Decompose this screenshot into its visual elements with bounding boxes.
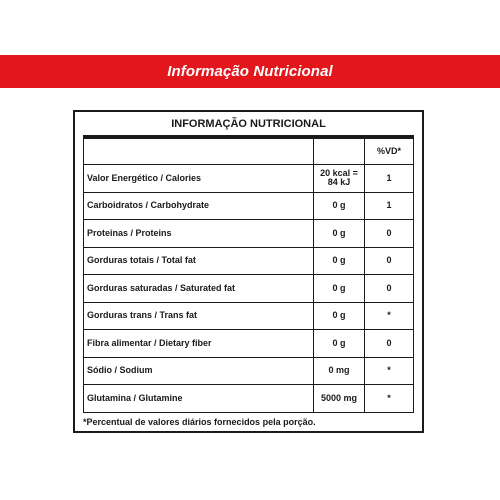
nutrient-name: Carboidratos / Carbohydrate (84, 192, 314, 220)
nutrient-quantity: 0 g (314, 192, 365, 220)
nutrient-quantity: 0 g (314, 220, 365, 248)
table-row (84, 247, 414, 275)
header-cell-vd: %VD* (365, 139, 414, 165)
quantity-line-1: 20 kcal = (320, 167, 358, 178)
nutrient-quantity: 0 g (314, 330, 365, 358)
nutrient-name: Gorduras trans / Trans fat (84, 302, 314, 330)
nutrient-vd: 0 (365, 275, 414, 303)
header-banner (0, 55, 500, 88)
header-cell-name (84, 139, 314, 165)
nutrient-name: Glutamina / Glutamine (84, 385, 314, 413)
nutrient-name: Gorduras saturadas / Saturated fat (84, 275, 314, 303)
nutrient-quantity: 0 g (314, 275, 365, 303)
table-row (84, 165, 414, 193)
table-row (84, 220, 414, 248)
table-row (84, 275, 414, 303)
footnote: *Percentual de valores diários fornecidos pela porção. (83, 416, 316, 427)
nutrient-vd: 1 (365, 165, 414, 193)
nutrient-name: Gorduras totais / Total fat (84, 247, 314, 275)
nutrient-vd: 0 (365, 330, 414, 358)
table-header-row (84, 139, 414, 165)
label-heading: INFORMAÇÃO NUTRICIONAL (171, 117, 326, 130)
nutrient-vd: * (365, 302, 414, 330)
nutrient-vd: 0 (365, 247, 414, 275)
nutrient-name: Fibra alimentar / Dietary fiber (84, 330, 314, 358)
quantity-line-2: 84 kJ (327, 177, 351, 188)
nutrient-quantity: 5000 mg (314, 385, 365, 413)
nutrition-facts-label (73, 110, 424, 433)
nutrient-name: Proteinas / Proteins (84, 220, 314, 248)
nutrient-quantity: 0 g (314, 247, 365, 275)
table-row (84, 357, 414, 385)
table-row (84, 302, 414, 330)
nutrient-vd: 0 (365, 220, 414, 248)
nutrient-quantity: 0 g (314, 302, 365, 330)
header-cell-qty (314, 139, 365, 165)
table-row (84, 385, 414, 413)
table-row (84, 330, 414, 358)
table-row (84, 192, 414, 220)
nutrient-vd: * (365, 357, 414, 385)
banner-title: Informação Nutricional (167, 63, 333, 80)
nutrient-name: Valor Energético / Calories (84, 165, 314, 193)
nutrient-name: Sódio / Sodium (84, 357, 314, 385)
nutrient-quantity (314, 165, 365, 193)
nutrient-vd: * (365, 385, 414, 413)
nutrition-table (83, 138, 414, 413)
nutrient-quantity: 0 mg (314, 357, 365, 385)
nutrient-vd: 1 (365, 192, 414, 220)
